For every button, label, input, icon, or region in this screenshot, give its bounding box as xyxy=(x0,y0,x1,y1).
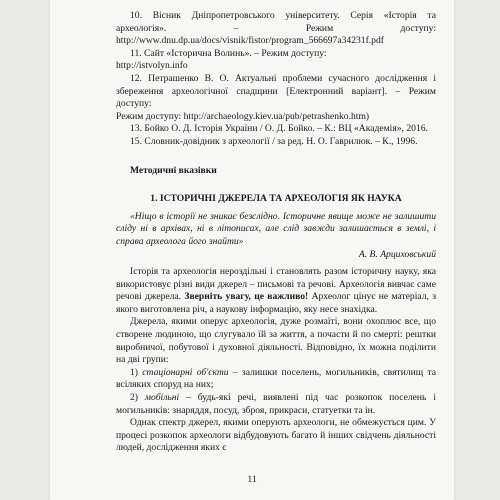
term-label: стаціонарні об'єкти xyxy=(142,366,229,378)
reference-url[interactable]: Режим доступу: http://archaeology.kiev.ua/pub/petrashenko.htm) xyxy=(116,110,370,122)
reference-text: 10. Вісник Дніпропетровського університету. Серія «Історія та археологія». – Режим доступу: xyxy=(116,10,436,34)
page-content xyxy=(116,10,436,455)
method-heading: Методичні вказівки xyxy=(130,164,217,176)
epigraph-author: А. В. Арциховський xyxy=(358,248,436,260)
reference-list xyxy=(116,10,436,149)
paragraph-text: Історія та археологія нероздільні і становлять разом історичну науку, яка використовує різні види джерел – письмові та речові. Археологія вивчає саме речові джерела. xyxy=(116,266,436,303)
paragraph-text: Археолог цінує не матеріал, з якого виготовлена річ, а наукову інформацію, яку несе знахідка. xyxy=(116,291,436,315)
reference-url[interactable]: http://www.dnu.dp.ua/docs/visnik/fistor/program_566697a34231f.pdf xyxy=(116,35,384,47)
reference-item xyxy=(116,136,436,149)
section-heading: 1. ІСТОРИЧНІ ДЖЕРЕЛА ТА АРХЕОЛОГІЯ ЯК НАУКА xyxy=(150,193,402,205)
document-page xyxy=(50,0,454,500)
body-paragraph xyxy=(116,266,436,316)
page-number: 11 xyxy=(247,474,257,485)
epigraph-quote: «Ніщо в історії не зникає безслідно. Історичне явище може не залишити сліду ні в архівах, ні в літописах, але слід завжди залишається в землі, і справа археолога його знайти» xyxy=(116,210,436,247)
body-paragraph: Джерела, якими оперує археологія, дуже розмаїті, вони охоплює все, що створене людиною, що слугувало їй за життя, а почасти й по смерті: рештки виробничої, побутової і духовної діяльності. Відповідно, їх можна поділити на дві групи: xyxy=(116,316,436,366)
term-label: мобільні xyxy=(144,392,180,404)
body-paragraph: Однак спектр джерел, якими оперують археологи, не обмежується цим. У процесі розкопок археологи відбудовують багато й інших свідчень діяльності людей, дослідження яких є xyxy=(116,417,436,454)
reference-item xyxy=(116,48,436,73)
reference-text: 12. Петрашенко В. О. Актуальні проблеми сучасного дослідження і збереження археологічної спадщини [Електронний варіант]. – Режим доступу: xyxy=(116,72,436,110)
reference-item xyxy=(116,10,436,48)
reference-text: 15. Словник-довідник з археології / за ред. Н. О. Гаврилюк. – К., 1996. xyxy=(130,135,418,147)
reference-item xyxy=(116,123,436,136)
reference-item xyxy=(116,73,436,123)
reference-url[interactable]: http://istvolyn.info xyxy=(116,60,188,72)
list-item xyxy=(116,367,436,392)
reference-text: 13. Бойко О. Д. Історія України / О. Д. Бойко. – К.: ВЦ «Академія», 2016. xyxy=(130,123,428,135)
list-number: 1) xyxy=(130,366,138,378)
reference-text: 11. Сайт «Історична Волинь». – Режим доступу: xyxy=(130,47,327,59)
list-text: – будь-які речі, виявлені під час розкопок поселень і могильників: знаряддя, посуд, зброя, прикраси, статуетки та ін. xyxy=(116,392,436,416)
list-number: 2) xyxy=(130,392,138,404)
list-text: – залишки поселень, могильників, святилищ та всіляких споруд на них; xyxy=(116,366,436,391)
emphasis-note: Зверніть увагу, це важливо! xyxy=(184,291,309,303)
list-item xyxy=(116,392,436,417)
